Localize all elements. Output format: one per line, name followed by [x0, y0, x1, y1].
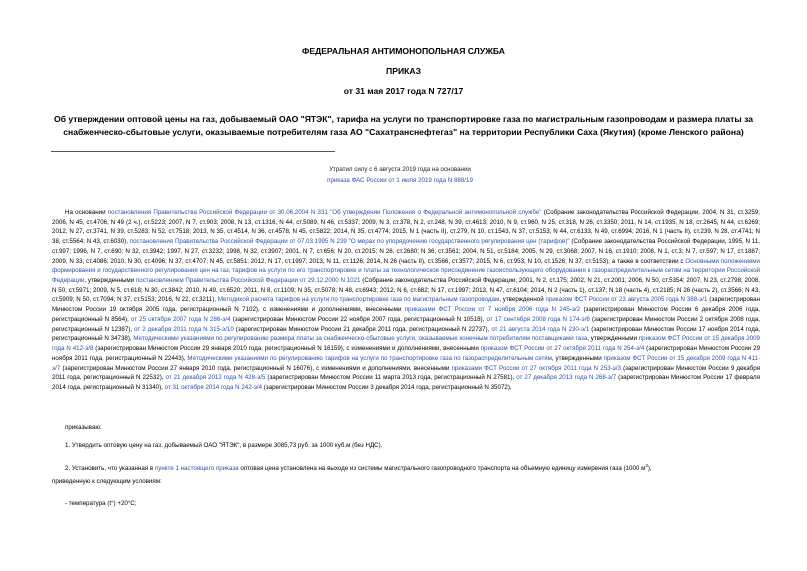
temperature-condition: - температура (t°) +20°C; — [65, 500, 137, 507]
preamble-paragraph — [52, 208, 760, 393]
status-line: Утратил силу с 6 августа 2019 года на основании — [329, 166, 471, 173]
legal-reference-link[interactable]: приказом ФСТ России от 27 октября 2011 года N 254-э/4 — [480, 345, 645, 353]
document-title — [40, 113, 767, 138]
item-2-text-b: оптовая цена установлена на выходе из системы магистрального газопроводного транспорта на объемную единицу измерения газа (1000 м — [238, 465, 646, 473]
preamble-text: На основании — [65, 209, 108, 216]
preamble-text: (Собрание законодательства Российской Федерации, 2001, N 2, ст.175; 2002, N 21, ст.2001; 2006, N 50, ст.5354; 2007, N 23, ст.2798; 2008, N 50, ст.5971; 2009, N 5, ст.618; N 30, ст.3842; 2010, N 49, ст.6520; 2011, N 8, ст.1109; N 35, ст.5078; N 48, ст.6943; 2012, N 6, ст.682; N 17, ст.1997; 2013, N 47, ст.6104; 2014, N 2 (часть 1), ст.137; N 18 (часть 4), ст.2185; N 26 (часть 2), ст.3566; N 43, ст.5909; N 50, ст.7094; N 37, ст.5153; 2016, N 22, ст.3211), — [52, 277, 760, 304]
legal-reference-link[interactable]: от 21 декабря 2012 года N 428-э/5 — [165, 374, 266, 382]
preamble-text: (зарегистрирован Минюстом России 6 декабря 2006 года, регистрационный N 8564), — [52, 306, 760, 323]
legal-reference-link[interactable]: приказами ФСТ России от 7 ноября 2006 года N 245-э/2 — [404, 306, 581, 314]
agency-name: ФЕДЕРАЛЬНАЯ АНТИМОНОПОЛЬНАЯ СЛУЖБА — [302, 46, 505, 56]
preamble-text: (зарегистрирован Минюстом России 17 февраля 2014 года, регистрационный N 31340), — [52, 374, 760, 391]
legal-reference-link[interactable]: постановления Правительства Российской Федерации от 07.03.1995 N 239 "О мерах по упорядочению государственного регулирования цен (тарифов)" — [129, 238, 570, 246]
preamble-text: (зарегистрирован Минюстом России 19 октября 2005 года, регистрационный N 7102), с изменениями и дополнениями, внесенными — [52, 296, 760, 314]
legal-reference-link[interactable]: Методикой расчета тарифов на услуги по транспортировке газа по магистральным газопроводам — [217, 296, 500, 304]
preamble-text: (зарегистрирован Минюстом России 21 декабря 2011 года, регистрационный N 22737), — [233, 325, 492, 333]
item-2-superscript: 3 — [645, 463, 648, 468]
separator-line — [51, 151, 335, 152]
preamble-text: , утвержденными — [551, 354, 604, 362]
title-line-2: снабженческо-сбытовые услуги, оказываемые потребителям газа АО "Сахатранснефтегаз" на территории Республики Саха (Якутия) (кроме Ленского района) — [63, 126, 744, 137]
legal-reference-link[interactable]: приказом ФСТ России от 15 декабря 2009 года N 412-э/8 — [52, 335, 760, 353]
item-2 — [65, 463, 760, 472]
legal-reference-link[interactable]: от 2 декабря 2011 года N 315-э/10 — [134, 325, 234, 333]
preamble-text: (Собрание законодательства Российской Федерации, 1995, N 11, ст.997; 1996, N 7, ст.690; N 32, ст.3942; 1997, N 27, ст.3232; 1998, N 32, ст.3907; 2001, N 7, ст.656; N 20, ст.2015; N 26, ст.2680; N 36, ст.3561; 2004, N 51, ст.5184; 2005, N 29, ст.3068; 2007, N 16, ст.1910; 2008, N 1, ст.3; N 7, ст.597; N 17, ст.1887; 2009, N 33, ст.4086; 2010, N 30, ст.4096; N 37, ст.4707; N 45, ст.5851; 2012, N 17, ст.1997; 2013, N 11, ст.1126; 2014, N 26 (часть II), ст.3566, ст.3577; 2015, N 6, ст.953; N 10, ст.1526; N 37, ст.5153), а также в соответствии с — [52, 238, 760, 265]
legal-reference-link[interactable]: от 25 октября 2007 года N 286-э/4 — [130, 315, 231, 323]
preamble-text: (зарегистрирован Минюстом России 29 января 2010 года, регистрационный N 16159), с изменениями и дополнениями, внесенными — [93, 345, 481, 353]
legal-reference-link[interactable]: постановления Правительства Российской Федерации от 30.06.2004 N 331 "Об утверждении Положения о Федеральной антимонопольной службе" — [107, 209, 542, 216]
preamble-text: (зарегистрирован Минюстом России 3 декабря 2014 года, регистрационный N 35072), — [262, 383, 512, 391]
preamble-text: (зарегистрирован Минюстом России 22 ноября 2007 года, регистрационный N 10518), — [230, 315, 487, 323]
legal-reference-link[interactable]: Основными положениями формирования и государственного регулирования цен на газ, тарифов на услуги по его транспортировке и платы за технологическое присоединение газоиспользующего оборудования к газораспределительным сетям на территории Российской Федерации — [52, 257, 760, 285]
order-word: приказываю: — [65, 424, 102, 431]
preamble-text: (Собрание законодательства Российской Федерации, 2004, N 31, ст.3259; 2006, N 45, ст.4706, N 49 (2 ч.), ст.5223; 2007, N 7, ст.903; 2008, N 13, ст.1316, N 44, ст.5089, N 46, ст.5337; 2009, N 3, ст.378, N 2, ст.248, N 39, ст.4613; 2010, N 9, ст.960, N 25, ст.318, N 26, ст.3350; 2011, N 14, ст.1935, N 18, ст.2645, N 44, ст.6269; 2012, N 27, ст.3741, N 39, ст.5283, N 52, ст.7518; 2013, N 35, ст.4514, N 36, ст.4578, N 45, ст.5822; 2014, N 35, ст.4774; 2015, N 1 (часть II), ст.279, N 10, ст.1543, N 37, ст.5153, N 44, ст.6133, N 49, ст.6994; 2016, N 1 (часть II), ст.239, N 28, ст.4741; N 38, ст.5564; N 43, ст.6030), — [52, 209, 761, 246]
document-type: ПРИКАЗ — [386, 66, 421, 76]
preamble-text: (зарегистрирован Минюстом России 11 марта 2013 года, регистрационный N 27581), — [265, 374, 517, 382]
preamble-text: (зарегистрирован Минюстом России 29 ноября 2011 года, регистрационный N 22443), — [52, 345, 761, 362]
preamble — [52, 208, 760, 393]
preamble-text: (зарегистрирован Минюстом России 2 октября 2008 года, регистрационный N 12387), — [52, 315, 761, 333]
item-2-text-a: 2. Установить, что указанная в — [65, 465, 155, 473]
legal-reference-link[interactable]: от 27 декабря 2013 года N 268-э/7 — [516, 374, 617, 382]
legal-reference-link[interactable]: от 21 августа 2014 года N 230-э/1 — [491, 325, 590, 333]
legal-reference-link[interactable]: Методическими указаниями по регулированию размера платы за снабженческо-сбытовые услуги, оказываемые конечным потребителям поставщиками газа — [133, 335, 588, 343]
item-1: 1. Утвердить оптовую цену на газ, добываемый ОАО "ЯТЭК", в размере 3085,73 руб. за 1000 куб.м (без НДС). — [65, 442, 383, 449]
document-date: от 31 мая 2017 года N 727/17 — [343, 86, 464, 96]
legal-reference-link[interactable]: Методическими указаниями по регулированию тарифов на услуги по транспортировке газа по газораспределительным сетям — [187, 354, 552, 362]
legal-reference-link[interactable]: приказами ФСТ России от 27 октября 2011 года N 253-э/3 — [451, 364, 621, 372]
preamble-text: , утвержденной — [499, 296, 546, 304]
preamble-text: (зарегистрирован Минюстом России 27 января 2010 года, регистрационный N 16076), с изменениями и дополнениями, внесенными — [60, 364, 452, 372]
repeal-order-link[interactable]: приказа ФАС России от 1 июля 2019 года N 888/19 — [327, 177, 473, 184]
legal-reference-link[interactable]: приказом ФСТ России от 23 августа 2005 года N 388-э/1 — [545, 296, 708, 304]
status-note — [300, 177, 500, 184]
item-1-link[interactable]: пункте 1 настоящего приказа — [154, 465, 239, 473]
item-2-text-c: ), — [647, 465, 652, 473]
preamble-text: (зарегистрирован Минюстом России 17 ноября 2014 года, регистрационный N 34738), — [52, 325, 760, 343]
legal-reference-link[interactable]: приказом ФСТ России от 15 декабря 2009 года N 411-э/7 — [52, 354, 760, 372]
legal-reference-link[interactable]: от 17 сентября 2008 года N 174-э/6 — [486, 315, 590, 323]
preamble-text: (зарегистрирован Минюстом России 9 декабря 2011 года, регистрационный N 22532), — [52, 364, 760, 382]
legal-reference-link[interactable]: от 31 октября 2014 года N 242-э/4 — [164, 383, 263, 391]
item-2-line-2: приведенную к следующим условиям: — [52, 478, 162, 485]
legal-reference-link[interactable]: постановлением Правительства Российской Федерации от 29.12.2000 N 1021 — [135, 277, 361, 285]
preamble-text: , утвержденными — [84, 277, 136, 285]
title-line-1: Об утверждении оптовой цены на газ, добываемый ОАО "ЯТЭК", тарифа на услуги по транспортировке газа по магистральным газопроводам и размера платы за — [53, 114, 754, 124]
preamble-text: , утвержденными — [587, 335, 639, 343]
